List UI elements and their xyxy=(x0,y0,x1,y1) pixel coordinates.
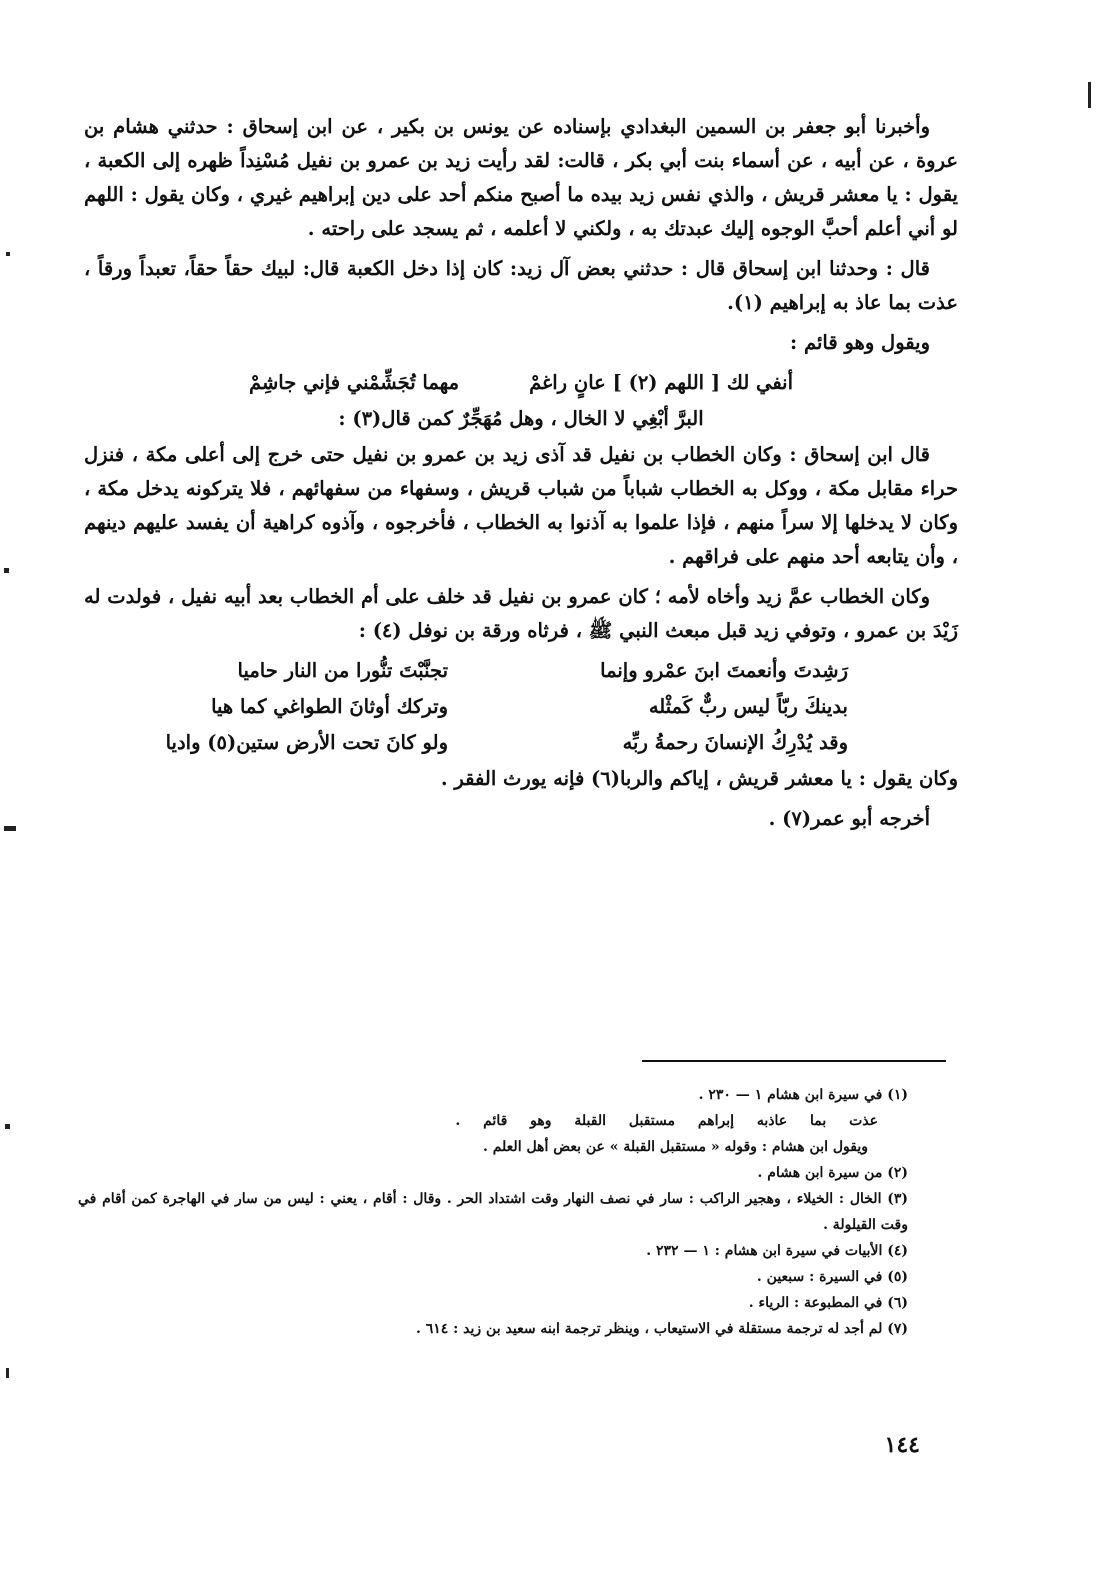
footnote-6: (٦) في المطبوعة : الرياء . xyxy=(748,1295,908,1311)
footnote-5: (٥) في السيرة : سبعين . xyxy=(756,1269,908,1285)
main-text xyxy=(84,110,958,842)
poem-hemistich: ولو كانَ تحت الأرض ستين(٥) واديا xyxy=(165,731,448,754)
paragraph-4: قال ابن إسحاق : وكان الخطاب بن نفيل قد آذى زيد بن عمرو بن نفيل حتى خرج إلى أعلى مكة ، فنزل حراء مقابل مكة ، ووكل به الخطاب شباباً من شباب قريش ، وسفهاء من سفهائهم ، فلا يتركونه يدخل مكة ، وكان لا يدخلها إلا سراً منهم ، فإذا علموا به آذنوا به الخطاب ، فأخرجوه ، وآذوه كراهية أن يفسد عليهم دينهم ، وأن يتابعه أحد منهم على فراقهم . xyxy=(84,443,958,568)
verse-hemistich: مهما تُجَشِّمْني فإني جاشِمْ xyxy=(248,371,460,394)
verse-hemistich: أنفي لك [ اللهم (٢) ] عانٍ راغمْ xyxy=(529,371,794,394)
paragraph-3: ويقول وهو قائم : xyxy=(790,331,930,354)
margin-mark-bottom xyxy=(6,1368,9,1378)
paragraph-7: أخرجه أبو عمر(٧) . xyxy=(768,807,930,830)
verse-line-1 xyxy=(84,366,958,400)
margin-dot xyxy=(6,252,10,256)
paragraph-5: وكان الخطاب عمَّ زيد وأخاه لأمه ؛ كان عمرو بن نفيل قد خلف على أم الخطاب بعد أبيه نفيل ، فولدت له زَيْدَ بن عمرو ، وتوفي زيد قبل مبعث النبي ﷺ ، فرثاه ورقة بن نوفل (٤) : xyxy=(84,585,958,642)
footnote-1-note: ويقول ابن هشام : وقوله « مستقبل القبلة » عن بعض أهل العلم . xyxy=(482,1139,868,1155)
margin-dash xyxy=(4,826,16,831)
margin-dot xyxy=(5,1124,10,1129)
poem-line xyxy=(84,690,958,724)
verse-hemistich: البرَّ أبْغِي لا الخال ، وهل مُهَجِّرٌ كمن قال(٣) : xyxy=(338,407,704,430)
poem-hemistich: تجنَّبْتَ تنُّورا من النار حاميا xyxy=(237,659,448,682)
poem-hemistich: بدينكَ ربّاً ليس ربٌّ كَمثْله xyxy=(648,695,848,718)
margin-dot xyxy=(4,568,9,573)
footnote-4: (٤) الأبيات في سيرة ابن هشام : ١ — ٢٣٢ . xyxy=(646,1243,908,1259)
poem-hemistich: رَشِدتَ وأنعمتَ ابنَ عمْرو وإنما xyxy=(600,659,848,682)
paragraph-1: وأخبرنا أبو جعفر بن السمين البغدادي بإسناده عن يونس بن بكير ، عن ابن إسحاق : حدثني هشام بن عروة ، عن أبيه ، عن أسماء بنت أبي بكر ، قالت: لقد رأيت زيد بن عمرو بن نفيل مُسْنِداً ظهره إلى الكعبة ، يقول : يا معشر قريش ، والذي نفس زيد بيده ما أصبح منكم أحد على دين إبراهيم غيري ، وكان يقول : اللهم لو أني أعلم أحبَّ الوجوه إليك عبدتك به ، ولكني لا أعلمه ، ثم يسجد على راحته . xyxy=(84,115,958,240)
footnote-3: (٣) الخال : الخيلاء ، وهجير الراكب : سار في نصف النهار وقت اشتداد الحر . وقال : أقام ، يعني : ليس من سار في الهاجرة كمن أقام في وقت القيلولة . xyxy=(78,1191,908,1233)
poem-hemistich: وتركك أوثانَ الطواغي كما هيا xyxy=(211,695,448,718)
poem-line xyxy=(84,726,958,760)
footnotes xyxy=(78,1082,908,1342)
footnote-7: (٧) لم أجد له ترجمة مستقلة في الاستيعاب ، وينظر ترجمة ابنه سعيد بن زيد : ٦١٤ . xyxy=(415,1321,908,1337)
footnote-2: (٢) من سيرة ابن هشام . xyxy=(757,1165,908,1181)
poem-line xyxy=(84,654,958,688)
binding-mark-top xyxy=(1088,82,1091,108)
poem-hemistich: وقد يُدْرِكُ الإنسانَ رحمةُ ربِّه xyxy=(622,731,848,754)
page-number: ١٤٤ xyxy=(884,1432,920,1458)
footnote-1-quote: عذت بما عاذبه إبراهم مستقبل القبلة وهو قائم . xyxy=(455,1113,878,1129)
paragraph-6: وكان يقول : يا معشر قريش ، إياكم والربا(٦) فإنه يورث الفقر . xyxy=(440,767,958,790)
paragraph-2: قال : وحدثنا ابن إسحاق قال : حدثني بعض آل زيد: كان إذا دخل الكعبة قال: لبيك حقاً حقاً، تعبداً ورقاً ، عذت بما عاذ به إبراهيم (١). xyxy=(84,257,958,314)
footnote-1: (١) في سيرة ابن هشام ١ — ٢٣٠ . xyxy=(698,1087,908,1103)
verse-line-2 xyxy=(84,402,958,436)
footnote-separator xyxy=(642,1060,946,1062)
